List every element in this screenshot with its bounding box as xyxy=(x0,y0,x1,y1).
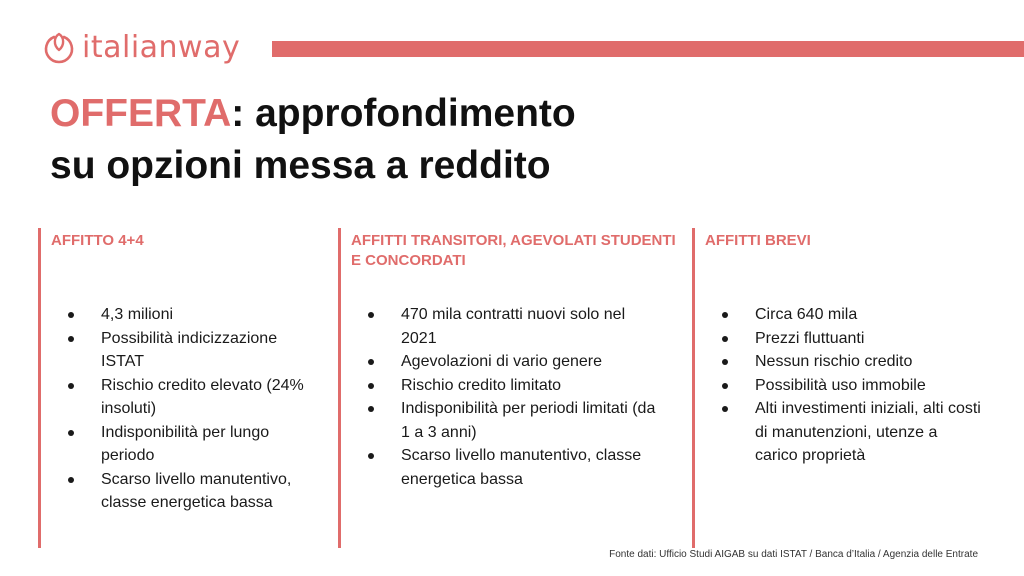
list-item: Indisponibilità per periodi limitati (da 1 a 3 anni) xyxy=(341,397,663,444)
list-item: Scarso livello manutentivo, classe energetica bassa xyxy=(41,468,323,515)
column-affitti-brevi xyxy=(692,228,995,548)
brand-name: italianway xyxy=(82,30,241,65)
brand-logo xyxy=(42,30,240,65)
list-item: Circa 640 mila xyxy=(695,303,983,327)
list-item: 470 mila contratti nuovi solo nel 2021 xyxy=(341,303,663,350)
list-item: 4,3 milioni xyxy=(41,303,323,327)
list-item: Possibilità indicizzazione ISTAT xyxy=(41,327,323,374)
title-line2: su opzioni messa a reddito xyxy=(50,144,551,187)
list-item: Agevolazioni di vario genere xyxy=(341,350,663,374)
list-item: Rischio credito elevato (24% insoluti) xyxy=(41,374,323,421)
leaf-circle-icon xyxy=(42,31,76,65)
list-item: Alti investimenti iniziali, alti costi di manutenzioni, utenze a carico proprietà xyxy=(695,397,983,468)
list-item: Rischio credito limitato xyxy=(341,374,663,398)
bullet-list xyxy=(695,303,983,468)
column-heading: AFFITTI BREVI xyxy=(705,232,811,249)
page-title xyxy=(50,88,576,192)
bullet-list xyxy=(41,303,323,515)
list-item: Scarso livello manutentivo, classe energetica bassa xyxy=(341,444,663,491)
column-heading: AFFITTO 4+4 xyxy=(51,232,144,249)
title-accent: OFFERTA xyxy=(50,92,232,135)
list-item: Possibilità uso immobile xyxy=(695,374,983,398)
list-item: Indisponibilità per lungo periodo xyxy=(41,421,323,468)
source-note: Fonte dati: Ufficio Studi AIGAB su dati ISTAT / Banca d’Italia / Agenzia delle Entrate xyxy=(609,549,978,560)
column-affitto-4-4 xyxy=(38,228,331,548)
column-heading: AFFITTI TRANSITORI, AGEVOLATI STUDENTI E CONCORDATI xyxy=(351,232,676,269)
bullet-list xyxy=(341,303,663,491)
title-rest: : approfondimento xyxy=(231,92,576,135)
list-item: Nessun rischio credito xyxy=(695,350,983,374)
accent-bar xyxy=(272,41,1024,57)
list-item: Prezzi fluttuanti xyxy=(695,327,983,351)
column-affitti-transitori xyxy=(338,228,687,548)
